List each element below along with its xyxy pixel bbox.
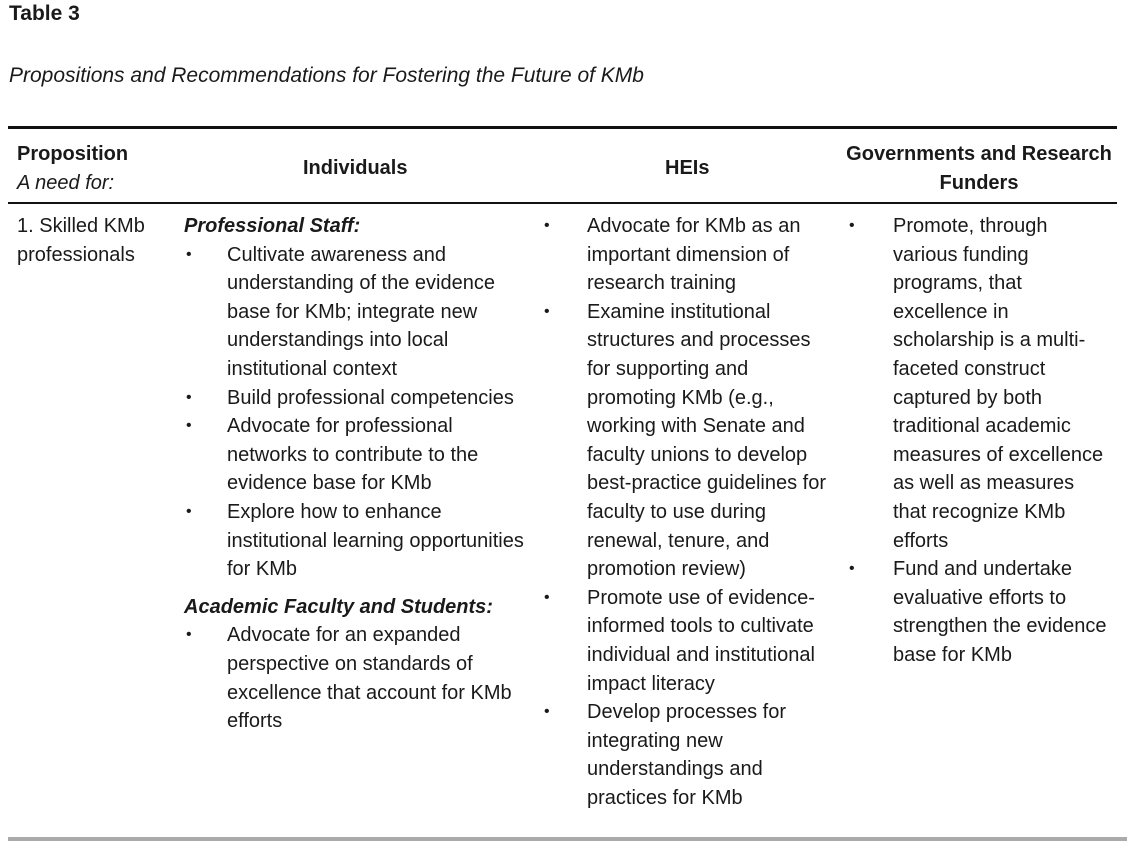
list-item: • Promote use of evidence-informed tools to cultivate individual and institutional impact literacy bbox=[542, 584, 834, 698]
list-item: • Advocate for professional networks to contribute to the evidence base for KMb bbox=[184, 412, 529, 498]
header-rule bbox=[8, 202, 1117, 204]
list-item: • Develop processes for integrating new understandings and practices for KMb bbox=[542, 698, 834, 812]
list-item: • Advocate for an expanded perspective on standards of excellence that account for KMb efforts bbox=[184, 621, 529, 735]
table-bottom-rule bbox=[8, 837, 1127, 841]
header-proposition-sub: A need for: bbox=[17, 172, 115, 194]
list-item: • Advocate for KMb as an important dimension of research training bbox=[542, 212, 834, 298]
list-item: • Examine institutional structures and processes for supporting and promoting KMb (e.g., working with Senate and faculty unions to develop best-practice guidelines for faculty to use during renewal, tenure, and promotion review) bbox=[542, 298, 834, 584]
cell-heis bbox=[542, 212, 834, 812]
table-label: Table 3 bbox=[9, 2, 80, 25]
header-governments-line1: Governments and Research bbox=[846, 143, 1112, 165]
professional-staff-heading: Professional Staff: bbox=[184, 215, 361, 237]
list-item: • Cultivate awareness and understanding of the evidence base for KMb; integrate new understandings into local institutional context bbox=[184, 241, 529, 384]
list-item: • Fund and undertake evaluative efforts to strengthen the evidence base for KMb bbox=[847, 555, 1113, 669]
professional-staff-list bbox=[184, 241, 529, 584]
cell-governments bbox=[847, 212, 1113, 670]
table-top-rule bbox=[8, 126, 1117, 129]
header-proposition bbox=[17, 140, 128, 198]
list-item: • Build professional competencies bbox=[184, 384, 529, 413]
academic-faculty-heading: Academic Faculty and Students: bbox=[184, 595, 493, 618]
header-governments bbox=[845, 140, 1113, 198]
header-individuals: Individuals bbox=[303, 157, 408, 179]
header-governments-line2: Funders bbox=[939, 172, 1019, 194]
header-proposition-label: Proposition bbox=[17, 143, 129, 165]
heis-list bbox=[542, 212, 834, 812]
table-caption: Propositions and Recommendations for Fostering the Future of KMb bbox=[9, 64, 644, 87]
cell-proposition: 1. Skilled KMb professionals bbox=[17, 215, 145, 266]
cell-individuals bbox=[184, 212, 529, 736]
list-item: • Promote, through various funding programs, that excellence in scholarship is a multi-faceted construct captured by both traditional academic measures of excellence as well as measures that recognize KMb efforts bbox=[847, 212, 1113, 555]
academic-faculty-list bbox=[184, 621, 529, 735]
list-item: • Explore how to enhance institutional learning opportunities for KMb bbox=[184, 498, 529, 584]
governments-list bbox=[847, 212, 1113, 670]
header-heis: HEIs bbox=[665, 157, 710, 179]
